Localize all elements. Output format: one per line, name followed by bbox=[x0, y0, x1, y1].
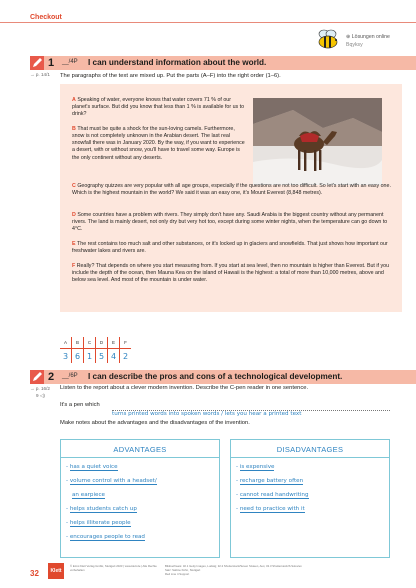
pencil-icon bbox=[30, 56, 44, 70]
section2-page-ref: → p. 16/2 bbox=[30, 386, 50, 391]
section1-points[interactable]: __/4P bbox=[62, 59, 78, 65]
section1-page-ref: → p. 14/1 bbox=[30, 72, 50, 77]
answer-cell[interactable]: 3 bbox=[60, 349, 72, 364]
disadvantage-item[interactable]: - need to practice with it bbox=[236, 506, 305, 512]
section2-instruction-1: Listen to the report about a clever modern invention. Describe the C-pen reader in one sentence. bbox=[60, 385, 309, 391]
footer-credits-4: Red Line 4 Support bbox=[165, 572, 190, 576]
section2-points[interactable]: __/6P bbox=[62, 373, 78, 379]
disadvantages-title: DISADVANTAGES bbox=[276, 445, 344, 454]
pencil-icon bbox=[30, 370, 44, 384]
advantage-item[interactable]: - encourages people to read bbox=[66, 534, 145, 540]
disadvantage-item[interactable]: - is expensive bbox=[236, 464, 275, 470]
advantage-item[interactable]: - helps illiterate people bbox=[66, 520, 131, 526]
section1-title: I can understand information about the world. bbox=[88, 58, 267, 67]
audio-icon[interactable]: 9 ◁) bbox=[36, 393, 45, 398]
answer-header: C bbox=[84, 337, 96, 349]
paragraph-f-letter: F bbox=[72, 263, 76, 269]
advantages-divider bbox=[61, 457, 219, 458]
advantage-item[interactable]: - volume control with a headset/ bbox=[66, 478, 157, 484]
advantage-item[interactable]: - has a quiet voice bbox=[66, 464, 118, 470]
paragraph-c bbox=[72, 183, 392, 197]
bee-icon bbox=[316, 28, 342, 50]
solutions-online[interactable]: ⊕ Lösungen online Bqyksy bbox=[346, 34, 390, 48]
paragraph-b bbox=[72, 126, 248, 162]
advantages-title: ADVANTAGES bbox=[113, 445, 167, 454]
advantage-item[interactable]: - helps students catch up bbox=[66, 506, 137, 512]
section2-title: I can describe the pros and cons of a technological development. bbox=[88, 372, 343, 381]
section1-instruction: The paragraphs of the text are mixed up. Put the parts (A–F) into the right order (1–6). bbox=[60, 73, 281, 79]
paragraph-a-text: Speaking of water, everyone knows that water covers 71 % of our planet's surface. But did you know that less than 1 % is available for us to drink? bbox=[72, 97, 245, 118]
section2-header bbox=[30, 370, 416, 384]
sentence-answer: turns printed words into spoken words / lets you hear a printed text bbox=[112, 411, 302, 417]
footer-credits-3: Satz: Sabine Kühn, Stuttgart bbox=[165, 568, 201, 572]
header-rule bbox=[0, 22, 416, 23]
paragraph-d-text: Some countries have a problem with rivers. They simply don't have any. Saudi Arabia is the biggest country without any permanent rivers. The land is mainly desert, not only dry but very hot too, except during some winter nights, when the temperature can go down to 4°C. bbox=[72, 212, 388, 233]
solutions-code: Bqyksy bbox=[346, 42, 363, 48]
page-number: 32 bbox=[30, 569, 39, 578]
answer-table bbox=[60, 337, 131, 363]
answer-cell[interactable]: 4 bbox=[108, 349, 120, 364]
answer-cell[interactable]: 6 bbox=[72, 349, 84, 364]
paragraph-b-text: That must be quite a shock for the sun-loving camels. Furthermore, snow is not completely unknown in the Arabian desert. The last real snowfall there was in January 2020. By the way, if you want to experience a desert, with or without snow, you'll have to travel some way. Europe is the only continent without any deserts. bbox=[72, 126, 245, 161]
answer-header: F bbox=[120, 337, 132, 349]
disadvantages-divider bbox=[231, 457, 389, 458]
checkout-label: Checkout bbox=[30, 14, 62, 21]
section2-instruction-2: Make notes about the advantages and the disadvantages of the invention. bbox=[60, 420, 250, 426]
advantage-item[interactable]: an earpiece bbox=[72, 492, 105, 498]
answer-header: B bbox=[72, 337, 84, 349]
answer-cell[interactable]: 2 bbox=[122, 351, 129, 361]
paragraph-d-letter: D bbox=[72, 212, 76, 218]
klett-logo: Klett bbox=[48, 563, 64, 579]
paragraph-c-letter: C bbox=[72, 183, 76, 189]
paragraph-b-letter: B bbox=[72, 126, 76, 132]
section1-number: 1 bbox=[48, 57, 55, 69]
section2-number: 2 bbox=[48, 371, 55, 383]
footer-credits-1: © Ernst Klett Verlag GmbH, Stuttgart 2023 | www.klett.de | Alle Rechte vorbehalten bbox=[70, 564, 157, 572]
paragraph-e bbox=[72, 241, 392, 255]
paragraph-a bbox=[72, 97, 248, 118]
paragraph-f bbox=[72, 263, 392, 284]
answer-cell[interactable]: 5 bbox=[96, 349, 108, 364]
section1-header bbox=[30, 56, 416, 70]
camel-photo bbox=[253, 98, 382, 185]
answer-header: D bbox=[96, 337, 108, 349]
disadvantage-item[interactable]: - cannot read handwriting bbox=[236, 492, 309, 498]
sentence-answer-line[interactable] bbox=[112, 402, 390, 417]
online-icon: ⊕ bbox=[346, 34, 352, 40]
answer-header: A bbox=[60, 337, 72, 349]
paragraph-d bbox=[72, 212, 392, 233]
paragraph-c-text: Geography quizzes are very popular with all age groups, especially if the questions are not too difficult. So let's start with an easy one. Which is the highest mountain in the world? We said it was an easy one, it's Mount Everest (8,848 metres). bbox=[72, 183, 391, 197]
answer-cell[interactable]: 1 bbox=[84, 349, 96, 364]
paragraph-a-letter: A bbox=[72, 97, 76, 103]
paragraph-e-text: The rest contains too much salt and other substances, or it's locked up in glaciers and snowfields. That just shows how important our freshwater lakes and rivers are. bbox=[72, 241, 388, 255]
answer-header: E bbox=[108, 337, 120, 349]
paragraph-f-text: Really? That depends on where you start measuring from. If you start at sea level, then no mountain is higher than Everest. But if you include the depth of the ocean, then Mauna Kea on the island of Hawaii is the highest: a total of more than 10,000 metres, above and below sea level. And most of the mountain is under water. bbox=[72, 263, 390, 284]
disadvantage-item[interactable]: - recharge battery often bbox=[236, 478, 304, 484]
footer-credits-2: Bildnachweis: 32.1 Getty Images, Ludwig; 32.2 Shutterstock/Seven Sixteen, Aus; 32.3 Shutterstock/S.Soloviev bbox=[165, 564, 302, 568]
sentence-prefix: It's a pen which bbox=[60, 402, 100, 408]
paragraph-e-letter: E bbox=[72, 241, 76, 247]
